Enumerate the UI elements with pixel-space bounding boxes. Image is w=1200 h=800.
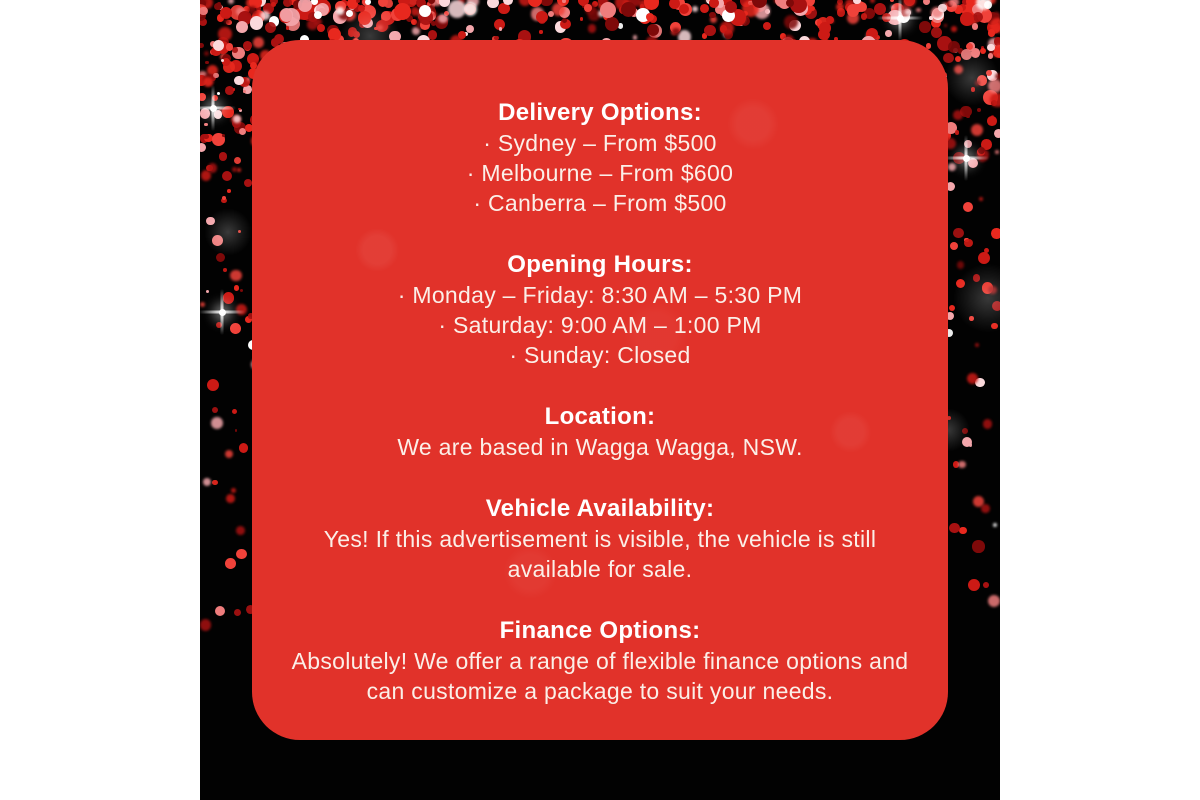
- info-section: [286, 494, 914, 584]
- section-line: We are based in Wagga Wagga, NSW.: [397, 434, 803, 460]
- info-section: [286, 402, 914, 462]
- sparkle-star: [210, 105, 217, 112]
- info-section: [286, 98, 914, 218]
- section-line: · Sydney – From $500: [483, 130, 717, 156]
- sparkle-star: [219, 309, 226, 316]
- section-heading: Finance Options:: [499, 617, 701, 644]
- section-line: · Saturday: 9:00 AM – 1:00 PM: [438, 312, 762, 338]
- section-heading: Opening Hours:: [507, 251, 693, 278]
- info-section: [286, 616, 914, 706]
- sparkle-star: [963, 155, 970, 162]
- info-card: [252, 40, 948, 740]
- section-line: Absolutely! We offer a range of flexible finance options and can customize a package to suit your needs.: [291, 648, 909, 704]
- section-line: · Sunday: Closed: [509, 342, 691, 368]
- section-line: · Melbourne – From $600: [466, 160, 734, 186]
- section-heading: Vehicle Availability:: [485, 495, 715, 522]
- section-heading: Delivery Options:: [498, 99, 702, 126]
- bokeh-glow: [204, 208, 252, 256]
- card-content: [286, 40, 914, 706]
- section-line: · Canberra – From $500: [473, 190, 727, 216]
- bokeh-glow: [944, 50, 1000, 106]
- glitter-background: [200, 0, 1000, 800]
- sparkle-star: [897, 15, 904, 22]
- bokeh-glow: [953, 263, 1000, 333]
- section-heading: Location:: [544, 403, 656, 430]
- section-line: Yes! If this advertisement is visible, the vehicle is still available for sale.: [323, 526, 877, 582]
- section-line: · Monday – Friday: 8:30 AM – 5:30 PM: [397, 282, 803, 308]
- info-section: [286, 250, 914, 370]
